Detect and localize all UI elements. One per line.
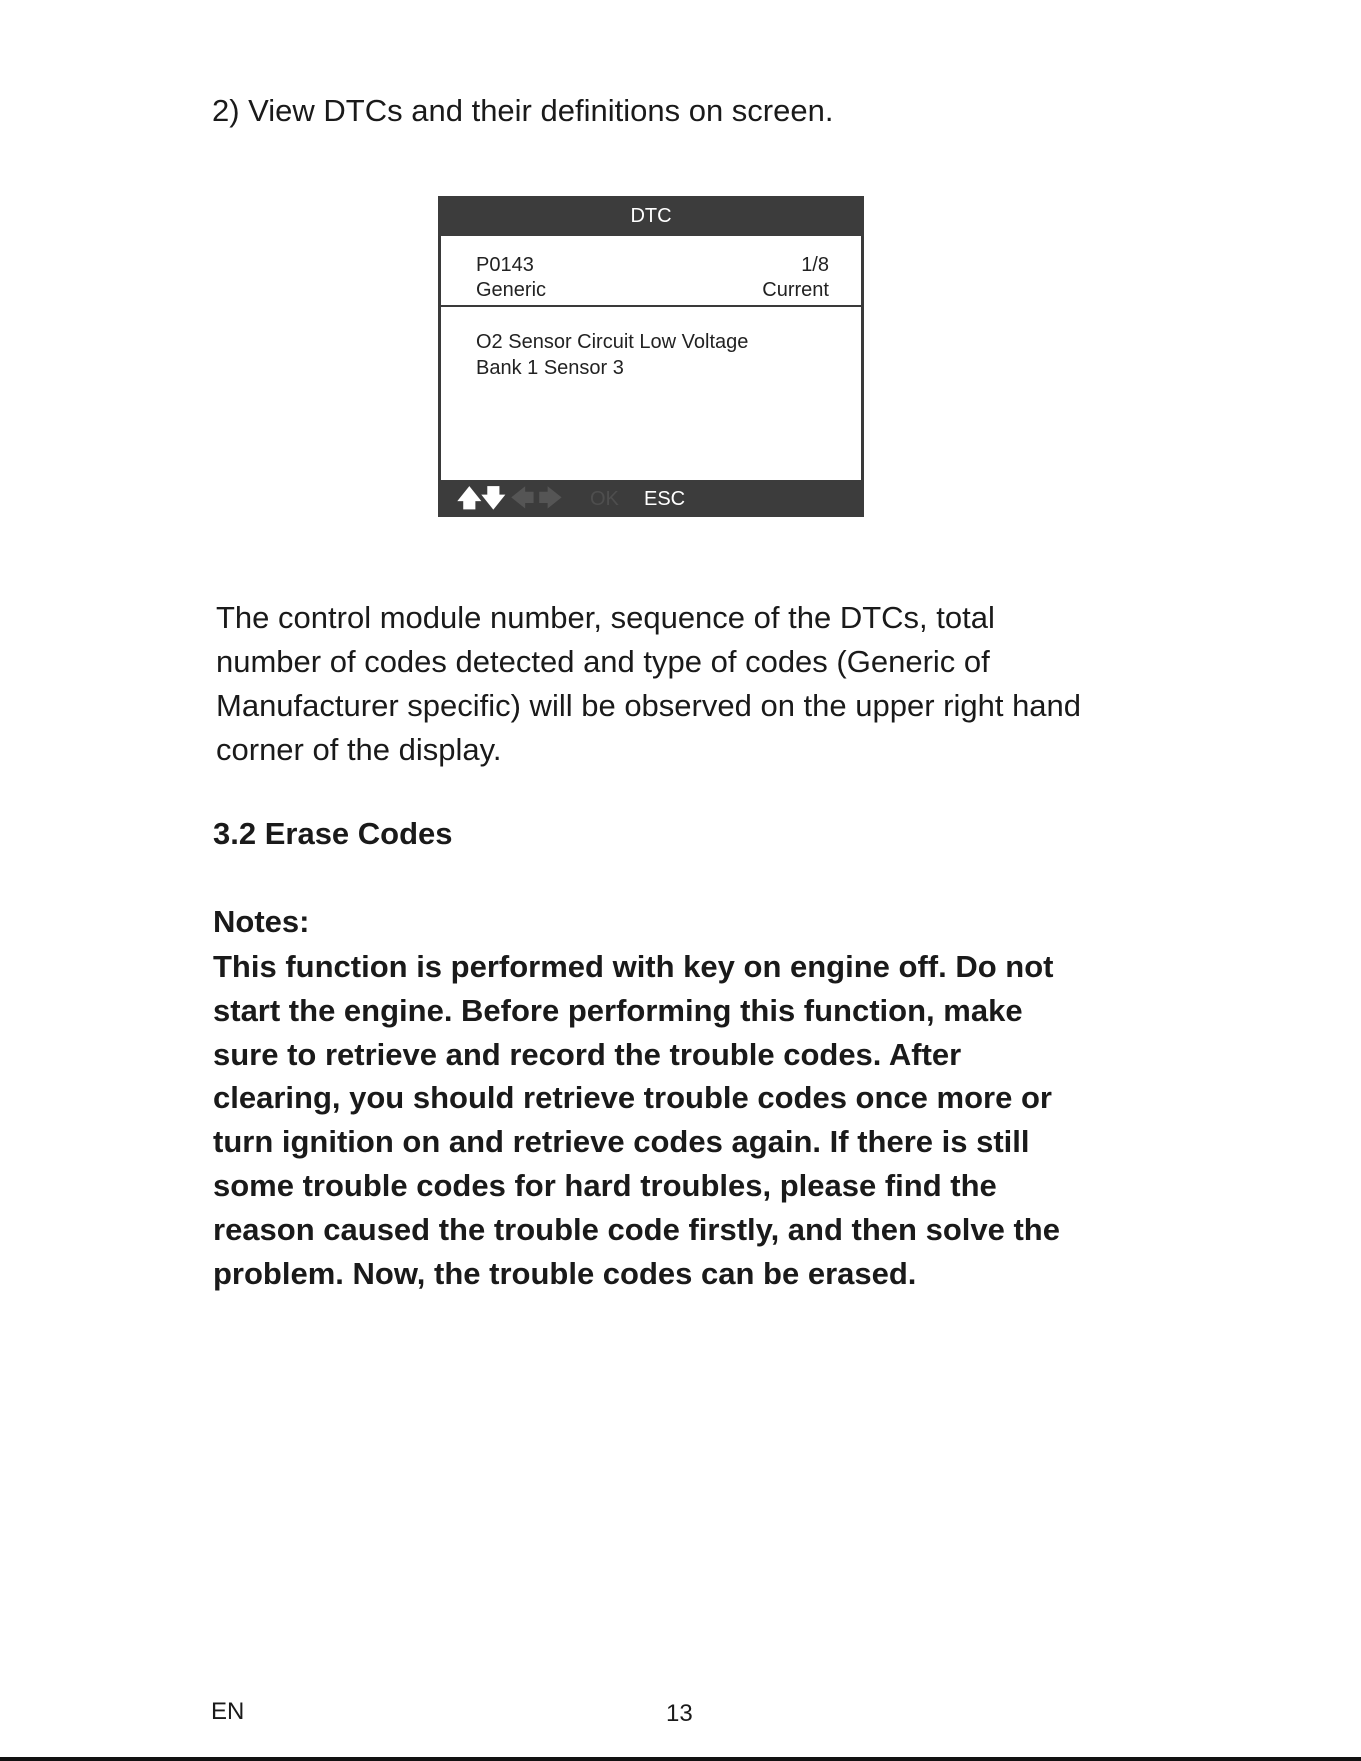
dtc-definition-line: Bank 1 Sensor 3 [476,357,624,379]
notes-line: turn ignition on and retrieve codes again. If there is still [213,1124,1030,1160]
screen-title: DTC [438,196,864,236]
section-title: 3.2 Erase Codes [213,816,453,851]
notes-line: This function is performed with key on engine off. Do not [213,949,1054,984]
paragraph-line: corner of the display. [216,732,502,767]
notes-line: reason caused the trouble code firstly, and then solve the [213,1211,1060,1247]
step-heading: 2) View DTCs and their definitions on screen. [212,93,834,128]
paragraph-line: The control module number, sequence of the DTCs, total [216,600,995,635]
esc-key[interactable]: ESC [644,488,686,510]
dtc-screen [438,196,864,517]
dtc-sequence: 1/8 [801,254,829,276]
dtc-code: P0143 [476,254,534,276]
paragraph-line: number of codes detected and type of codes (Generic of [216,644,990,679]
ok-key[interactable]: OK [590,488,619,510]
notes-line: problem. Now, the trouble codes can be erased. [213,1255,917,1291]
notes-line: clearing, you should retrieve trouble codes once more or [213,1080,1052,1116]
dtc-code-type: Generic [476,279,547,301]
dtc-code-row [476,253,829,278]
language-label: EN [211,1698,245,1725]
notes-body [213,945,1060,1295]
notes-line: some trouble codes for hard troubles, please find the [213,1167,997,1203]
screen-divider [441,305,861,307]
arrow-left-icon[interactable]: 🡄 [510,484,535,512]
notes-line: sure to retrieve and record the trouble codes. After [213,1036,962,1072]
page-number: 13 [666,1700,693,1727]
arrow-right-icon[interactable]: 🡆 [538,484,563,512]
screen-footer [438,480,864,517]
notes-line: start the engine. Before performing this function, make [213,992,1023,1028]
dtc-type-row [476,278,829,303]
dtc-status: Current [762,279,829,301]
dtc-definition-line: O2 Sensor Circuit Low Voltage [476,331,749,353]
description-paragraph [216,596,1176,772]
bottom-rule [0,1757,1361,1761]
paragraph-line: Manufacturer specific) will be observed on the upper right hand [216,688,1082,723]
arrow-down-icon[interactable]: 🡇 [481,484,506,512]
arrow-up-icon[interactable]: 🡅 [457,484,482,512]
notes-label: Notes: [213,904,310,939]
